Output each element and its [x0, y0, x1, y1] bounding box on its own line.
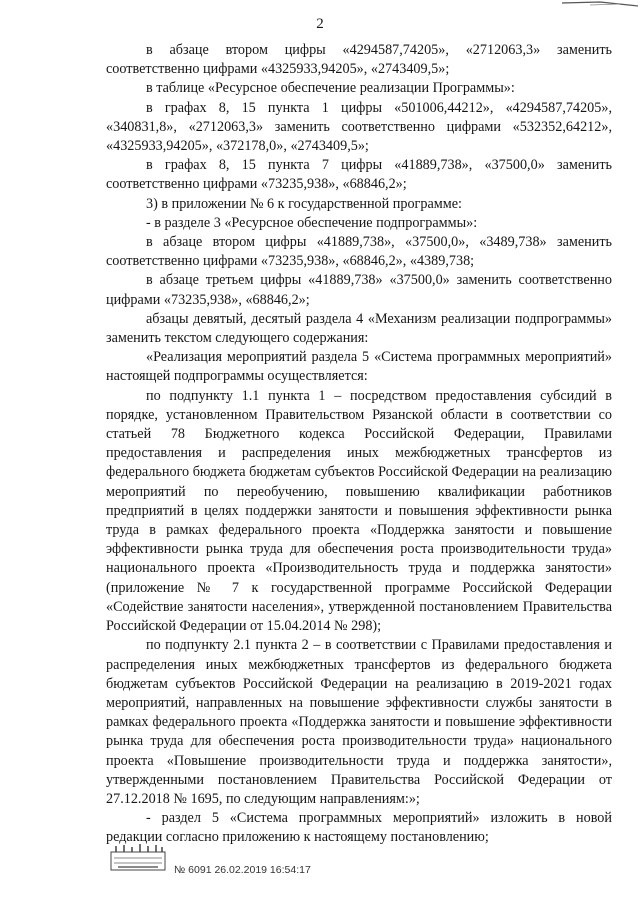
paragraph: абзацы девятый, десятый раздела 4 «Механизм реализации подпрограммы» заменить текстом следующего содержания:: [106, 310, 612, 347]
scan-artifact: [560, 0, 640, 14]
page-number: 2: [316, 16, 324, 32]
paragraph: 3) в приложении № 6 к государственной программе:: [146, 195, 462, 212]
paragraph: по подпункту 2.1 пункта 2 – в соответствии с Правилами предоставления и распределения иных межбюджетных трансфертов из федерального бюджета бюджетам субъектов Российской Федерации на реализацию в 2019-2021 годах мероприятий, направленных на повышение эффективности службы занятости в рамках федерального проекта «Поддержка занятости и повышение эффективности рынка труда для обеспечения роста производительности труда» национального проекта «Повышение производительности труда и поддержка занятости», утвержденными постановлением Правительства Российской Федерации от 27.12.2018 № 1695, по следующим направлениям:»;: [106, 637, 612, 807]
paragraph: в абзаце втором цифры «4294587,74205», «2712063,3» заменить соответственно цифрами «4325933,94205», «2743409,5»;: [106, 42, 612, 78]
paragraph: в таблице «Ресурсное обеспечение реализации Программы»:: [146, 80, 515, 97]
registration-stamp: № 6091 26.02.2019 16:54:17: [174, 864, 311, 876]
paragraph: «Реализация мероприятий раздела 5 «Система программных мероприятий» настоящей подпрограммы осуществляется:: [106, 349, 612, 385]
paragraph: в графах 8, 15 пункта 7 цифры «41889,738», «37500,0» заменить соответственно цифрами «73235,938», «68846,2»;: [106, 157, 612, 193]
paragraph: в графах 8, 15 пункта 1 цифры «501006,44212», «4294587,74205», «340831,8», «2712063,3» заменить соответственно цифрами «532352,64212», «4325933,94205», «372178,0», «2743409,5»;: [106, 99, 612, 155]
document-body: [106, 41, 612, 848]
paragraph: - в разделе 3 «Ресурсное обеспечение подпрограммы»:: [146, 214, 478, 231]
paragraph: - раздел 5 «Система программных мероприятий» изложить в новой редакции согласно приложению к настоящему постановлению;: [106, 810, 612, 846]
paragraph: в абзаце третьем цифры «41889,738» «37500,0» заменить соответственно цифрами «73235,938», «68846,2»;: [106, 272, 612, 308]
paragraph: по подпункту 1.1 пункта 1 – посредством предоставления субсидий в порядке, установленном Правительством Рязанской области в соответствии со статьей 78 Бюджетного кодекса Российской Федерации, Правилами предоставления и распределения иных межбюджетных трансфертов из федерального бюджета бюджетам субъектов Российской Федерации на реализацию мероприятий по переобучению, повышению квалификации работников предприятий в целях поддержки занятости и повышения эффективности рынка труда в рамках федерального проекта «Поддержка занятости и повышение эффективности рынка труда для обеспечения роста производительности труда» национального проекта «Производительность труда и поддержка занятости» (приложение № 7 к государственной программе Российской Федерации «Содействие занятости населения», утвержденной постановлением Правительства Российской Федерации от 15.04.2014 № 298);: [106, 387, 612, 635]
paragraph: в абзаце втором цифры «41889,738», «37500,0», «3489,738» заменить соответственно цифрами «73235,938», «68846,2», «4389,738;: [106, 234, 612, 270]
document-footer: [110, 842, 440, 882]
seal-icon: [110, 842, 166, 874]
